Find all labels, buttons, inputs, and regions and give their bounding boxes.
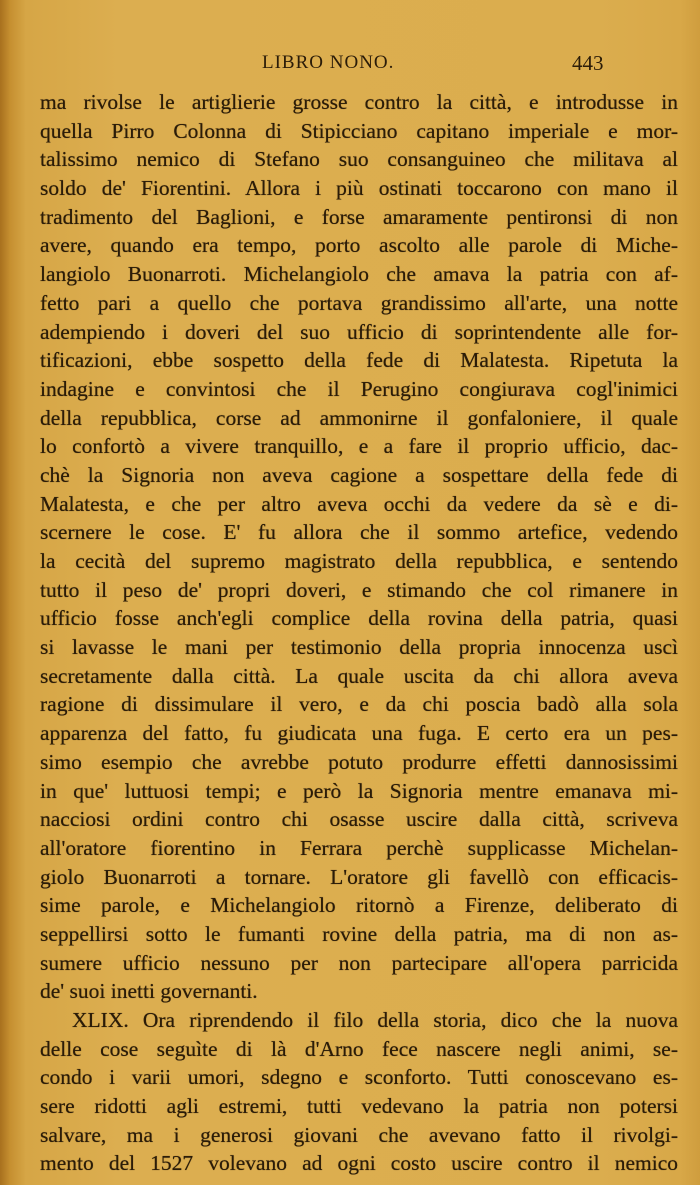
text-line: tificazioni, ebbe sospetto della fede di Malatesta. Ripetuta la — [40, 348, 678, 373]
text-line: quella Pirro Colonna di Stipicciano capitano imperiale e mor- — [40, 118, 678, 143]
text-line: sime parole, e Michelangiolo ritornò a Firenze, deliberato di — [40, 893, 678, 918]
text-line: ragione di dissimulare il vero, e da chi poscia badò alla sola — [40, 692, 678, 717]
page-number: 443 — [572, 51, 604, 75]
page-header — [0, 52, 700, 82]
text-line: simo esempio che avrebbe potuto produrre effetti dannosissimi — [40, 749, 678, 774]
text-line: mento del 1527 volevano ad ogni costo uscire contro il nemico — [40, 1151, 678, 1176]
text-line: condo i varii umori, sdegno e sconforto. Tutti conoscevano es- — [40, 1065, 678, 1090]
text-line: indagine e convintosi che il Perugino congiurava cogl'inimici — [40, 376, 678, 401]
text-line: ma rivolse le artiglierie grosse contro la città, e introdusse in — [40, 90, 678, 114]
text-line: adempiendo i doveri del suo ufficio di soprintendente alle for- — [40, 319, 678, 344]
text-line: ufficio fosse anch'egli complice della rovina della patria, quasi — [40, 606, 678, 631]
text-line: fetto pari a quello che portava grandissimo all'arte, una notte — [40, 290, 678, 315]
text-line: all'oratore fiorentino in Ferrara perchè supplicasse Michelan- — [40, 835, 678, 860]
text-line: XLIX. Ora riprendendo il filo della storia, dico che la nuova — [72, 1008, 678, 1032]
running-title: LIBRO NONO. — [262, 52, 395, 73]
text-line: sere ridotti agli estremi, tutti vedevano la patria non potersi — [40, 1094, 678, 1119]
text-line: chè la Signoria non aveva cagione a sospettare della fede di — [40, 462, 678, 487]
text-line: giolo Buonarroti a tornare. L'oratore gli favellò con efficacis- — [40, 864, 678, 889]
text-line: tutto il peso de' propri doveri, e stimando che col rimanere in — [40, 577, 678, 602]
text-line: soldo de' Fiorentini. Allora i più ostinati toccarono con mano il — [40, 176, 678, 201]
text-line: salvare, ma i generosi giovani che avevano fatto il rivolgi- — [40, 1122, 678, 1147]
text-line: seppellirsi sotto le fumanti rovine della patria, ma di non as- — [40, 921, 678, 946]
text-line: sumere ufficio nessuno per non partecipare all'opera parricida — [40, 950, 678, 975]
text-line: delle cose seguìte di là d'Arno fece nascere negli animi, se- — [40, 1036, 678, 1061]
text-line: talissimo nemico di Stefano suo consanguineo che militava al — [40, 147, 678, 172]
text-line: Malatesta, e che per altro aveva occhi da vedere da sè e di- — [40, 491, 678, 516]
text-line: secretamente dalla città. La quale uscita da chi allora aveva — [40, 663, 678, 688]
text-line: si lavasse le mani per testimonio della propria innocenza uscì — [40, 635, 678, 660]
text-line: de' suoi inetti governanti. — [40, 979, 258, 1004]
text-line: nacciosi ordini contro chi osasse uscire dalla città, scriveva — [40, 807, 678, 832]
text-line: in que' luttuosi tempi; e però la Signoria mentre emanava mi- — [40, 778, 678, 803]
text-line: tradimento del Baglioni, e forse amaramente pentironsi di non — [40, 204, 678, 229]
text-line: avere, quando era tempo, porto ascolto alle parole di Miche- — [40, 233, 678, 258]
text-line: scernere le cose. E' fu allora che il sommo artefice, vedendo — [40, 520, 678, 545]
text-line: langiolo Buonarroti. Michelangiolo che amava la patria con af- — [40, 262, 678, 287]
text-line: la cecità del supremo magistrato della repubblica, e sentendo — [40, 549, 678, 573]
text-line: lo confortò a vivere tranquillo, e a fare il proprio ufficio, dac- — [40, 434, 678, 459]
text-line: apparenza del fatto, fu giudicata una fuga. E certo era un pes- — [40, 721, 678, 746]
body-text — [40, 88, 678, 1178]
text-line: della repubblica, corse ad ammonirne il gonfaloniere, il quale — [40, 405, 678, 430]
